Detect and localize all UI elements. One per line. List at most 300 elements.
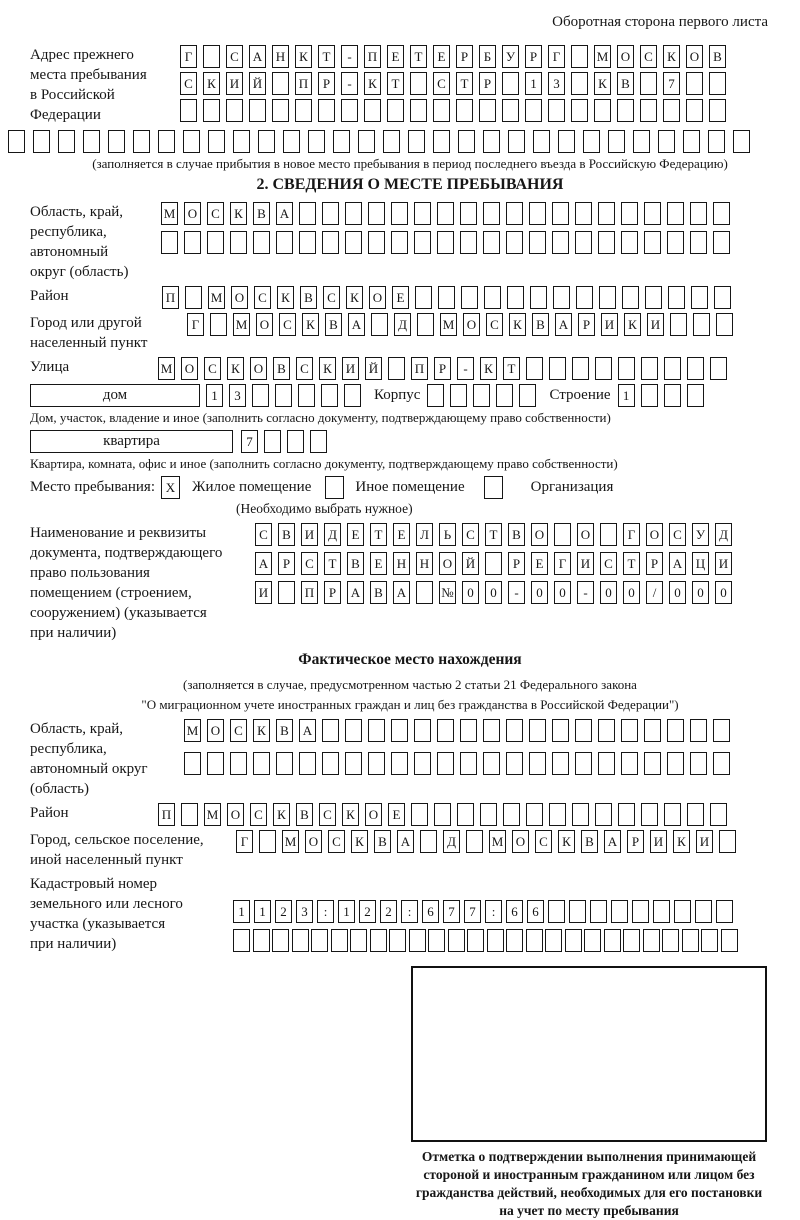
char-box[interactable] [388,357,405,380]
char-box[interactable] [299,231,316,254]
char-box[interactable] [502,72,519,95]
char-box[interactable] [506,202,523,225]
char-box[interactable] [548,99,565,122]
char-box[interactable]: Р [456,45,473,68]
char-box[interactable] [322,719,339,742]
char-box[interactable] [253,752,270,775]
char-box[interactable]: И [226,72,243,95]
char-box[interactable] [552,202,569,225]
char-box[interactable] [383,130,400,153]
char-box[interactable] [457,803,474,826]
char-box[interactable] [272,99,289,122]
char-box[interactable]: В [278,523,295,546]
char-box[interactable]: К [302,313,319,336]
char-box[interactable] [264,430,281,453]
char-box[interactable] [483,231,500,254]
char-box[interactable]: : [401,900,418,923]
char-box[interactable]: С [207,202,224,225]
char-box[interactable]: 1 [233,900,250,923]
char-box[interactable] [368,752,385,775]
char-box[interactable] [576,286,593,309]
char-box[interactable] [693,313,710,336]
char-box[interactable]: Т [485,523,502,546]
apartment-label-box[interactable]: квартира [30,430,233,453]
char-box[interactable] [571,45,588,68]
char-box[interactable] [108,130,125,153]
char-box[interactable] [433,130,450,153]
char-box[interactable] [608,130,625,153]
char-box[interactable] [358,130,375,153]
char-box[interactable] [713,202,730,225]
char-box[interactable] [437,719,454,742]
char-box[interactable] [549,357,566,380]
char-box[interactable]: Е [347,523,364,546]
char-box[interactable] [33,130,50,153]
char-box[interactable]: Г [554,552,571,575]
char-box[interactable]: 0 [715,581,732,604]
char-box[interactable] [8,130,25,153]
char-box[interactable] [621,719,638,742]
char-box[interactable]: С [669,523,686,546]
char-box[interactable]: Д [715,523,732,546]
char-box[interactable] [208,130,225,153]
char-box[interactable] [571,72,588,95]
char-box[interactable] [553,286,570,309]
char-box[interactable] [667,719,684,742]
char-box[interactable] [387,99,404,122]
char-box[interactable] [203,99,220,122]
char-box[interactable] [487,929,504,952]
char-box[interactable]: Н [393,552,410,575]
char-box[interactable] [529,231,546,254]
char-box[interactable] [184,752,201,775]
char-box[interactable] [450,384,467,407]
char-box[interactable]: Т [456,72,473,95]
char-box[interactable] [466,830,483,853]
char-box[interactable]: А [348,313,365,336]
char-box[interactable]: 0 [600,581,617,604]
char-box[interactable] [690,202,707,225]
char-box[interactable] [714,286,731,309]
char-box[interactable] [485,552,502,575]
char-box[interactable]: 2 [275,900,292,923]
char-box[interactable]: 3 [296,900,313,923]
char-box[interactable]: Ц [692,552,709,575]
char-box[interactable] [417,313,434,336]
char-box[interactable]: Р [324,581,341,604]
char-box[interactable] [583,130,600,153]
char-box[interactable] [460,202,477,225]
char-box[interactable] [233,130,250,153]
char-box[interactable]: Е [387,45,404,68]
char-box[interactable]: О [184,202,201,225]
char-box[interactable]: А [276,202,293,225]
char-box[interactable]: В [581,830,598,853]
char-box[interactable]: С [226,45,243,68]
char-box[interactable] [686,72,703,95]
char-box[interactable]: 1 [254,900,271,923]
char-box[interactable] [558,130,575,153]
char-box[interactable]: В [709,45,726,68]
char-box[interactable] [283,130,300,153]
char-box[interactable]: И [647,313,664,336]
char-box[interactable]: М [208,286,225,309]
char-box[interactable] [526,357,543,380]
char-box[interactable]: В [300,286,317,309]
char-box[interactable] [640,99,657,122]
char-box[interactable] [428,929,445,952]
char-box[interactable] [687,357,704,380]
char-box[interactable] [709,72,726,95]
char-box[interactable]: С [180,72,197,95]
char-box[interactable]: О [250,357,267,380]
char-box[interactable]: О [531,523,548,546]
char-box[interactable]: Р [627,830,644,853]
char-box[interactable]: М [440,313,457,336]
char-box[interactable]: Е [370,552,387,575]
char-box[interactable]: К [594,72,611,95]
char-box[interactable]: Й [249,72,266,95]
char-box[interactable]: Й [365,357,382,380]
char-box[interactable]: 3 [229,384,246,407]
char-box[interactable]: С [301,552,318,575]
char-box[interactable]: О [231,286,248,309]
char-box[interactable]: М [161,202,178,225]
char-box[interactable] [519,384,536,407]
char-box[interactable] [427,384,444,407]
char-box[interactable] [595,357,612,380]
char-box[interactable]: К [277,286,294,309]
char-box[interactable]: В [370,581,387,604]
char-box[interactable] [690,719,707,742]
char-box[interactable] [641,357,658,380]
house-label-box[interactable]: дом [30,384,200,407]
char-box[interactable]: К [480,357,497,380]
char-box[interactable] [161,231,178,254]
char-box[interactable] [549,803,566,826]
char-box[interactable] [473,384,490,407]
char-box[interactable]: 7 [443,900,460,923]
char-box[interactable] [410,99,427,122]
char-box[interactable] [595,803,612,826]
char-box[interactable] [617,99,634,122]
char-box[interactable] [437,231,454,254]
stamp-area[interactable] [411,966,767,1142]
char-box[interactable] [662,929,679,952]
char-box[interactable] [691,286,708,309]
char-box[interactable]: № [439,581,456,604]
char-box[interactable]: Т [503,357,520,380]
char-box[interactable] [272,72,289,95]
char-box[interactable]: О [439,552,456,575]
char-box[interactable]: В [325,313,342,336]
char-box[interactable]: П [162,286,179,309]
char-box[interactable] [571,99,588,122]
char-box[interactable]: Т [623,552,640,575]
char-box[interactable]: К [509,313,526,336]
char-box[interactable]: Б [479,45,496,68]
char-box[interactable] [713,719,730,742]
char-box[interactable] [133,130,150,153]
char-box[interactable] [414,752,431,775]
char-box[interactable]: 0 [485,581,502,604]
char-box[interactable] [713,752,730,775]
char-box[interactable] [185,286,202,309]
char-box[interactable]: А [604,830,621,853]
char-box[interactable]: Т [387,72,404,95]
char-box[interactable] [529,752,546,775]
char-box[interactable] [641,803,658,826]
char-box[interactable] [733,130,750,153]
char-box[interactable] [506,929,523,952]
char-box[interactable]: С [319,803,336,826]
char-box[interactable] [708,130,725,153]
char-box[interactable] [590,900,607,923]
char-box[interactable] [345,202,362,225]
char-box[interactable] [664,357,681,380]
char-box[interactable] [575,752,592,775]
char-box[interactable] [322,231,339,254]
char-box[interactable]: И [342,357,359,380]
char-box[interactable] [572,357,589,380]
char-box[interactable]: 7 [663,72,680,95]
char-box[interactable] [683,130,700,153]
char-box[interactable]: 7 [241,430,258,453]
char-box[interactable] [460,719,477,742]
char-box[interactable]: 1 [206,384,223,407]
char-box[interactable]: К [230,202,247,225]
char-box[interactable]: О [181,357,198,380]
char-box[interactable]: 0 [623,581,640,604]
char-box[interactable]: Д [394,313,411,336]
char-box[interactable]: И [577,552,594,575]
char-box[interactable]: М [158,357,175,380]
char-box[interactable]: К [673,830,690,853]
char-box[interactable] [598,231,615,254]
char-box[interactable] [420,830,437,853]
char-box[interactable] [526,929,543,952]
char-box[interactable] [599,286,616,309]
checkbox-zhiloe[interactable]: X [161,476,180,499]
char-box[interactable]: Т [324,552,341,575]
char-box[interactable]: К [342,803,359,826]
char-box[interactable] [434,803,451,826]
char-box[interactable]: Е [393,523,410,546]
char-box[interactable] [690,752,707,775]
char-box[interactable]: С [433,72,450,95]
char-box[interactable]: С [535,830,552,853]
char-box[interactable]: К [227,357,244,380]
char-box[interactable] [644,231,661,254]
char-box[interactable]: А [669,552,686,575]
char-box[interactable] [448,929,465,952]
char-box[interactable] [258,130,275,153]
char-box[interactable] [321,384,338,407]
char-box[interactable] [575,719,592,742]
char-box[interactable]: С [230,719,247,742]
char-box[interactable]: К [273,803,290,826]
char-box[interactable] [644,752,661,775]
char-box[interactable] [278,581,295,604]
char-box[interactable]: К [624,313,641,336]
char-box[interactable] [368,719,385,742]
char-box[interactable]: - [508,581,525,604]
char-box[interactable]: - [457,357,474,380]
char-box[interactable] [331,929,348,952]
char-box[interactable]: А [393,581,410,604]
char-box[interactable] [667,752,684,775]
char-box[interactable]: С [250,803,267,826]
char-box[interactable] [623,929,640,952]
char-box[interactable]: Г [623,523,640,546]
char-box[interactable] [569,900,586,923]
char-box[interactable] [667,202,684,225]
char-box[interactable]: К [295,45,312,68]
char-box[interactable] [310,430,327,453]
char-box[interactable]: Р [508,552,525,575]
char-box[interactable]: В [617,72,634,95]
char-box[interactable] [716,313,733,336]
char-box[interactable] [391,719,408,742]
char-box[interactable] [272,929,289,952]
char-box[interactable]: А [347,581,364,604]
char-box[interactable] [322,202,339,225]
char-box[interactable] [207,231,224,254]
char-box[interactable]: О [365,803,382,826]
char-box[interactable] [575,231,592,254]
char-box[interactable] [713,231,730,254]
char-box[interactable]: С [255,523,272,546]
char-box[interactable]: В [273,357,290,380]
char-box[interactable] [344,384,361,407]
char-box[interactable] [299,202,316,225]
char-box[interactable] [456,99,473,122]
char-box[interactable] [687,803,704,826]
char-box[interactable] [529,202,546,225]
char-box[interactable]: 6 [422,900,439,923]
char-box[interactable]: В [374,830,391,853]
char-box[interactable] [371,313,388,336]
char-box[interactable] [345,752,362,775]
char-box[interactable] [483,752,500,775]
char-box[interactable]: И [696,830,713,853]
char-box[interactable]: О [227,803,244,826]
char-box[interactable] [690,231,707,254]
char-box[interactable]: М [594,45,611,68]
char-box[interactable] [572,803,589,826]
char-box[interactable]: К [663,45,680,68]
char-box[interactable] [618,357,635,380]
char-box[interactable]: 7 [464,900,481,923]
char-box[interactable]: В [296,803,313,826]
char-box[interactable] [565,929,582,952]
char-box[interactable]: М [184,719,201,742]
char-box[interactable]: - [577,581,594,604]
char-box[interactable]: О [369,286,386,309]
char-box[interactable]: О [646,523,663,546]
char-box[interactable]: С [279,313,296,336]
char-box[interactable] [682,929,699,952]
char-box[interactable] [529,719,546,742]
char-box[interactable] [664,803,681,826]
char-box[interactable]: О [686,45,703,68]
char-box[interactable]: 2 [380,900,397,923]
char-box[interactable] [670,313,687,336]
char-box[interactable]: П [364,45,381,68]
char-box[interactable]: К [203,72,220,95]
char-box[interactable] [253,231,270,254]
char-box[interactable]: П [301,581,318,604]
char-box[interactable] [508,130,525,153]
char-box[interactable] [721,929,738,952]
char-box[interactable] [695,900,712,923]
char-box[interactable] [414,202,431,225]
char-box[interactable]: К [351,830,368,853]
char-box[interactable]: - [341,45,358,68]
char-box[interactable] [594,99,611,122]
char-box[interactable]: С [486,313,503,336]
char-box[interactable]: 2 [359,900,376,923]
char-box[interactable]: Р [578,313,595,336]
char-box[interactable] [368,202,385,225]
char-box[interactable] [345,719,362,742]
char-box[interactable] [226,99,243,122]
char-box[interactable]: С [296,357,313,380]
char-box[interactable]: 3 [548,72,565,95]
char-box[interactable] [460,752,477,775]
char-box[interactable]: Р [318,72,335,95]
char-box[interactable] [506,752,523,775]
char-box[interactable] [345,231,362,254]
char-box[interactable]: М [282,830,299,853]
char-box[interactable] [437,202,454,225]
char-box[interactable]: 6 [506,900,523,923]
char-box[interactable] [621,231,638,254]
char-box[interactable]: Д [443,830,460,853]
char-box[interactable] [295,99,312,122]
char-box[interactable] [311,929,328,952]
char-box[interactable] [467,929,484,952]
char-box[interactable] [460,231,477,254]
char-box[interactable]: С [640,45,657,68]
char-box[interactable]: Т [410,45,427,68]
char-box[interactable] [58,130,75,153]
char-box[interactable]: С [600,552,617,575]
char-box[interactable]: И [650,830,667,853]
checkbox-organizatsiya[interactable] [484,476,503,499]
char-box[interactable] [318,99,335,122]
char-box[interactable]: Н [272,45,289,68]
char-box[interactable] [183,130,200,153]
char-box[interactable] [709,99,726,122]
char-box[interactable] [643,929,660,952]
char-box[interactable] [667,231,684,254]
char-box[interactable] [333,130,350,153]
char-box[interactable]: С [462,523,479,546]
char-box[interactable] [641,384,658,407]
char-box[interactable] [410,72,427,95]
char-box[interactable]: Д [324,523,341,546]
char-box[interactable]: К [364,72,381,95]
char-box[interactable] [368,231,385,254]
char-box[interactable] [598,719,615,742]
char-box[interactable]: С [328,830,345,853]
char-box[interactable]: М [233,313,250,336]
char-box[interactable]: Р [479,72,496,95]
char-box[interactable] [598,202,615,225]
char-box[interactable] [416,581,433,604]
char-box[interactable]: О [207,719,224,742]
